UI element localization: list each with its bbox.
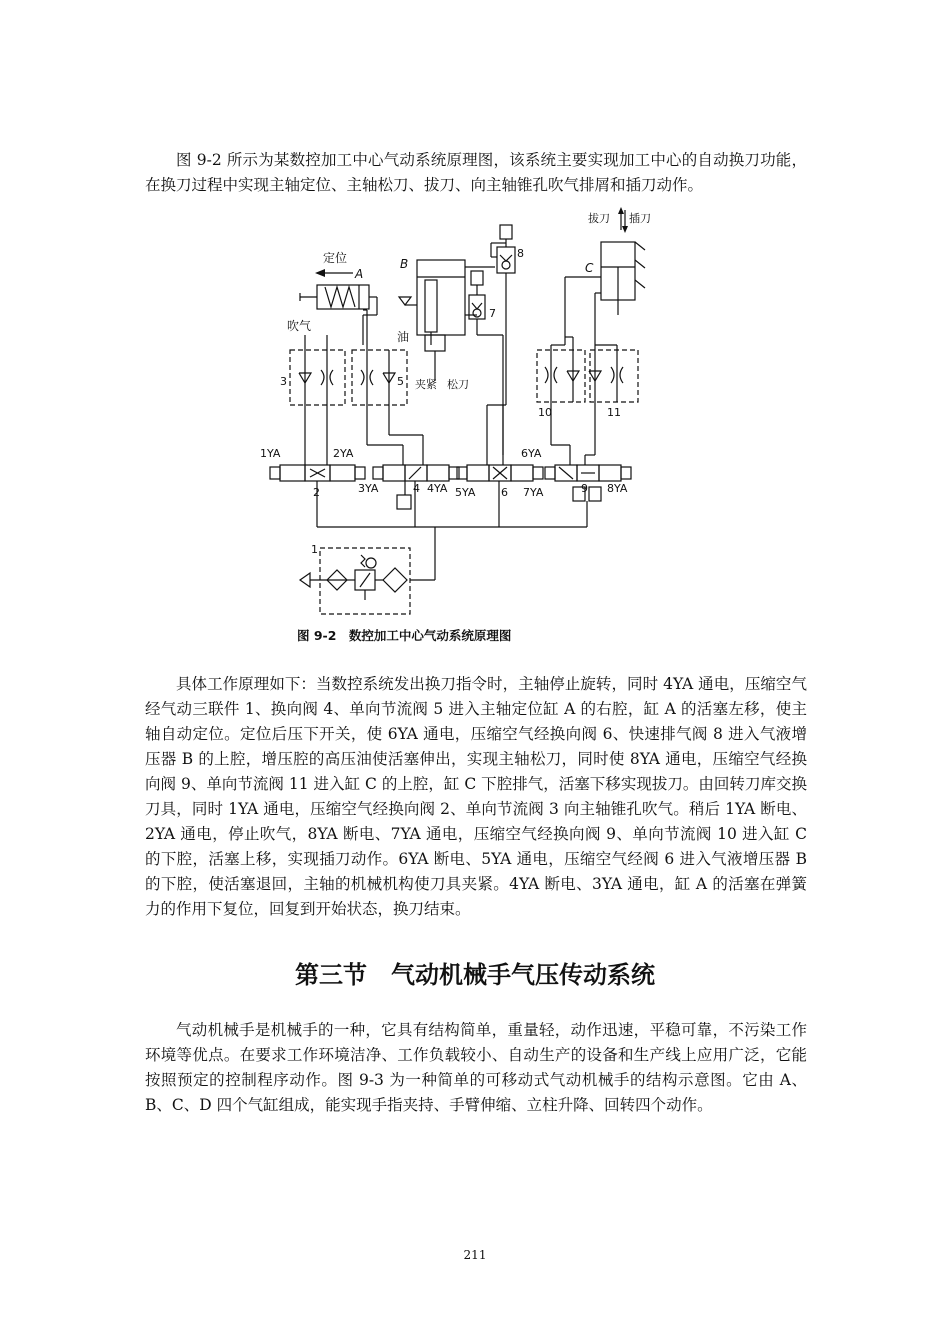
label-n2: 2 (313, 486, 320, 499)
cylinder-c (565, 242, 645, 345)
directional-valve-6 (457, 465, 543, 481)
pneumatic-circuit-diagram (255, 205, 675, 625)
label-7ya: 7YA (523, 486, 544, 499)
label-songdao: 松刀 (447, 378, 469, 391)
throttle-valve-3 (290, 350, 345, 405)
label-c: C (585, 261, 594, 275)
label-a: A (355, 267, 364, 281)
label-jiajin: 夹紧 (415, 378, 437, 391)
label-2ya: 2YA (333, 447, 354, 460)
working-principle-paragraph: 具体工作原理如下：当数控系统发出换刀指令时，主轴停止旋转，同时 4YA 通电，压缩空气经气动三联件 1、换向阀 4、单向节流阀 5 进入主轴定位缸 A 的右腔，缸 A 的活塞左移，使主轴自动定位。定位后压下开关，使 6YA 通电，压缩空气经换向阀 6、快速排气阀 8 进入气液增压器 B 的上腔，增压腔的高压油使活塞伸出，实现主轴松刀，同时使 8YA 通电，压缩空气经换向阀 9、单向节流阀 11 进入缸 C 的上腔，缸 C 下腔排气，活塞下移实现拔刀。由回转刀库交换刀具，同时 1YA 通电，压缩空气经换向阀 2、单向节流阀 3 向主轴锥孔吹气。稍后 1YA 断电、2YA 通电，停止吹气，8YA 断电、7YA 通电，压缩空气经换向阀 9、单向节流阀 10 进入缸 C 的下腔，活塞上移，实现插刀动作。6YA 断电、5YA 通电，压缩空气经阀 6 进入气液增压器 B 的下腔，使活塞退回，主轴的机械机构使刀具夹紧。4YA 断电、3YA 通电，缸 A 的活塞在弹簧力的作用下复位，回复到开始状态，换刀结束。 (145, 675, 807, 918)
booster-b (399, 260, 495, 381)
label-n4: 4 (413, 482, 420, 495)
quick-exhaust-valve-7 (469, 271, 503, 455)
cylinder-a (300, 285, 377, 345)
label-4ya: 4YA (427, 482, 448, 495)
label-badao: 拔刀 (588, 212, 610, 225)
label-n9: 9 (581, 482, 588, 495)
supply-manifold (317, 481, 587, 580)
arrow-dingwei-icon (315, 269, 325, 277)
section-title: 第三节 气动机械手气压传动系统 (295, 961, 655, 989)
label-8ya: 8YA (607, 482, 628, 495)
label-n10: 10 (538, 406, 552, 419)
label-6ya: 6YA (521, 447, 542, 460)
directional-valve-2 (270, 465, 365, 481)
label-n3: 3 (280, 375, 287, 388)
label-b: B (400, 257, 409, 271)
label-1ya: 1YA (260, 447, 281, 460)
label-3ya: 3YA (358, 482, 379, 495)
frl-unit-1 (300, 548, 410, 614)
label-n5: 5 (397, 375, 404, 388)
label-n11: 11 (607, 406, 621, 419)
manipulator-paragraph: 气动机械手是机械手的一种，它具有结构简单，重量轻，动作迅速，平稳可靠，不污染工作环境等优点。在要求工作环境洁净、工作负载较小、自动生产的设备和生产线上应用广泛，它能按照预定的控制程序动作。图 9-3 为一种简单的可移动式气动机械手的结构示意图。它由 A、B、C、D 四个气缸组成，能实现手指夹持、手臂伸缩、立柱升降、回转四个动作。 (145, 1021, 807, 1114)
label-you: 油 (397, 330, 410, 344)
page-number: 211 (463, 1248, 487, 1262)
throttle-valve-10 (537, 345, 585, 402)
label-n1: 1 (311, 543, 318, 556)
label-n7: 7 (489, 307, 496, 320)
label-n8: 8 (517, 247, 524, 260)
intro-paragraph: 图 9-2 所示为某数控加工中心气动系统原理图，该系统主要实现加工中心的自动换刀功能，在换刀过程中实现主轴定位、主轴松刀、拔刀、向主轴锥孔吹气排屑和插刀动作。 (145, 151, 807, 194)
arrow-badao-chadao-icon (618, 207, 628, 233)
label-dingwei: 定位 (323, 251, 348, 265)
label-5ya: 5YA (455, 486, 476, 499)
throttle-valve-11 (589, 345, 638, 402)
label-n6: 6 (501, 486, 508, 499)
label-chadao: 插刀 (629, 212, 651, 225)
label-chuiqi: 吹气 (287, 319, 312, 333)
figure-caption: 图 9-2 数控加工中心气动系统原理图 (297, 628, 512, 643)
